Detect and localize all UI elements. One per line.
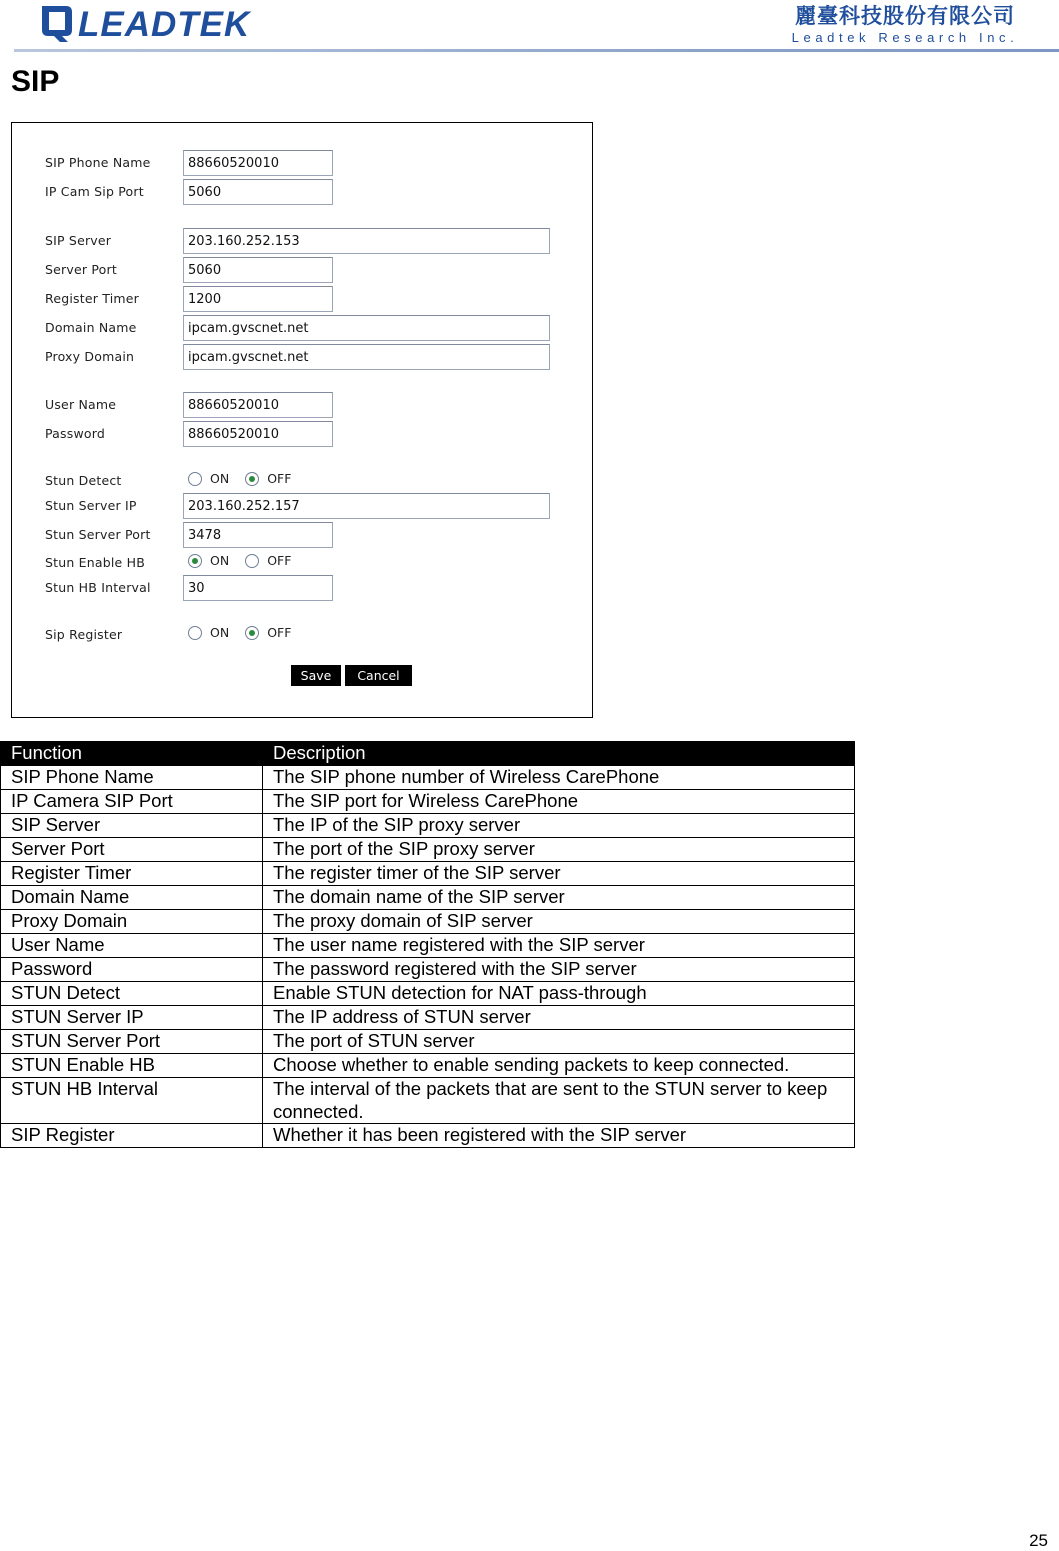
function-cell: STUN Server Port xyxy=(1,1030,263,1054)
ip-cam-sip-port-row xyxy=(12,179,592,205)
register-timer-input[interactable] xyxy=(183,286,333,312)
table-row xyxy=(1,910,855,934)
description-cell: The interval of the packets that are sent to the STUN server to keep connected. xyxy=(263,1078,855,1124)
server-port-label: Server Port xyxy=(45,262,117,277)
description-cell: The register timer of the SIP server xyxy=(263,862,855,886)
sip-phone-name-input[interactable] xyxy=(183,150,333,176)
register-timer-row xyxy=(12,286,592,312)
user-name-input[interactable] xyxy=(183,392,333,418)
table-row xyxy=(1,886,855,910)
table-row xyxy=(1,982,855,1006)
stun-enable-hb-on-label: ON xyxy=(210,553,230,568)
stun-enable-hb-off-label: OFF xyxy=(267,553,292,568)
password-input[interactable] xyxy=(183,421,333,447)
stun-detect-row xyxy=(12,468,592,494)
description-cell: The SIP port for Wireless CarePhone xyxy=(263,790,855,814)
function-cell: Server Port xyxy=(1,838,263,862)
function-cell: Register Timer xyxy=(1,862,263,886)
server-port-row xyxy=(12,257,592,283)
page-header xyxy=(0,0,1059,56)
function-cell: Proxy Domain xyxy=(1,910,263,934)
description-cell: The user name registered with the SIP server xyxy=(263,934,855,958)
function-cell: STUN Detect xyxy=(1,982,263,1006)
table-row xyxy=(1,934,855,958)
save-button[interactable]: Save xyxy=(291,665,341,686)
stun-hb-interval-row xyxy=(12,575,592,601)
function-description-table xyxy=(0,741,855,1148)
table-row xyxy=(1,1124,855,1148)
header-divider xyxy=(14,49,1059,52)
stun-server-port-label: Stun Server Port xyxy=(45,527,151,542)
sip-settings-form xyxy=(11,122,593,718)
function-cell: SIP Register xyxy=(1,1124,263,1148)
domain-name-row xyxy=(12,315,592,341)
password-row xyxy=(12,421,592,447)
table-header-row xyxy=(1,742,855,766)
page-title: SIP xyxy=(11,65,60,98)
stun-enable-hb-radio-group xyxy=(188,553,307,568)
ip-cam-sip-port-label: IP Cam Sip Port xyxy=(45,184,144,199)
description-cell: Enable STUN detection for NAT pass-through xyxy=(263,982,855,1006)
stun-server-ip-row xyxy=(12,493,592,519)
function-column-header: Function xyxy=(1,742,263,766)
proxy-domain-input[interactable] xyxy=(183,344,550,370)
function-cell: SIP Phone Name xyxy=(1,766,263,790)
sip-server-row xyxy=(12,228,592,254)
stun-server-port-input[interactable] xyxy=(183,522,333,548)
stun-detect-off-radio[interactable] xyxy=(245,472,259,486)
stun-server-ip-label: Stun Server IP xyxy=(45,498,137,513)
description-cell: Choose whether to enable sending packets to keep connected. xyxy=(263,1054,855,1078)
leadtek-logo xyxy=(38,0,273,44)
proxy-domain-label: Proxy Domain xyxy=(45,349,135,364)
table-row xyxy=(1,1030,855,1054)
function-cell: SIP Server xyxy=(1,814,263,838)
stun-enable-hb-row xyxy=(12,550,592,576)
table-row xyxy=(1,790,855,814)
stun-detect-on-radio[interactable] xyxy=(188,472,202,486)
description-cell: The password registered with the SIP server xyxy=(263,958,855,982)
function-cell: Domain Name xyxy=(1,886,263,910)
function-cell: STUN Server IP xyxy=(1,1006,263,1030)
sip-register-radio-group xyxy=(188,625,307,640)
table-row xyxy=(1,958,855,982)
sip-server-input[interactable] xyxy=(183,228,550,254)
description-cell: The proxy domain of SIP server xyxy=(263,910,855,934)
description-cell: The domain name of the SIP server xyxy=(263,886,855,910)
company-name-chinese: 麗臺科技股份有限公司 xyxy=(795,4,1015,28)
description-cell: The port of STUN server xyxy=(263,1030,855,1054)
sip-register-on-label: ON xyxy=(210,625,230,640)
sip-register-row xyxy=(12,622,592,648)
sip-register-on-radio[interactable] xyxy=(188,626,202,640)
table-row xyxy=(1,1054,855,1078)
table-row xyxy=(1,1006,855,1030)
sip-phone-name-label: SIP Phone Name xyxy=(45,155,151,170)
table-row xyxy=(1,814,855,838)
function-cell: Password xyxy=(1,958,263,982)
sip-register-label: Sip Register xyxy=(45,627,123,642)
stun-enable-hb-label: Stun Enable HB xyxy=(45,555,145,570)
svg-text:LEADTEK: LEADTEK xyxy=(78,5,251,44)
description-cell: The port of the SIP proxy server xyxy=(263,838,855,862)
domain-name-label: Domain Name xyxy=(45,320,137,335)
stun-detect-off-label: OFF xyxy=(267,471,292,486)
user-name-row xyxy=(12,392,592,418)
stun-server-ip-input[interactable] xyxy=(183,493,550,519)
leadtek-logo-icon xyxy=(38,0,273,44)
stun-detect-label: Stun Detect xyxy=(45,473,122,488)
register-timer-label: Register Timer xyxy=(45,291,139,306)
sip-register-off-radio[interactable] xyxy=(245,626,259,640)
proxy-domain-row xyxy=(12,344,592,370)
user-name-label: User Name xyxy=(45,397,117,412)
stun-detect-radio-group xyxy=(188,471,307,486)
page-number: 25 xyxy=(1029,1531,1048,1550)
description-cell: The IP address of STUN server xyxy=(263,1006,855,1030)
description-cell: Whether it has been registered with the SIP server xyxy=(263,1124,855,1148)
stun-server-port-row xyxy=(12,522,592,548)
function-cell: User Name xyxy=(1,934,263,958)
cancel-button[interactable]: Cancel xyxy=(345,665,412,686)
description-column-header: Description xyxy=(263,742,855,766)
server-port-input[interactable] xyxy=(183,257,333,283)
stun-enable-hb-off-radio[interactable] xyxy=(245,554,259,568)
description-cell: The SIP phone number of Wireless CarePhone xyxy=(263,766,855,790)
domain-name-input[interactable] xyxy=(183,315,550,341)
table-row xyxy=(1,838,855,862)
stun-hb-interval-label: Stun HB Interval xyxy=(45,580,151,595)
description-cell: The IP of the SIP proxy server xyxy=(263,814,855,838)
table-row xyxy=(1,1078,855,1124)
table-row xyxy=(1,862,855,886)
table-row xyxy=(1,766,855,790)
stun-detect-on-label: ON xyxy=(210,471,230,486)
stun-enable-hb-on-radio[interactable] xyxy=(188,554,202,568)
ip-cam-sip-port-input[interactable] xyxy=(183,179,333,205)
sip-register-off-label: OFF xyxy=(267,625,292,640)
function-cell: IP Camera SIP Port xyxy=(1,790,263,814)
function-cell: STUN HB Interval xyxy=(1,1078,263,1124)
sip-server-label: SIP Server xyxy=(45,233,112,248)
function-cell: STUN Enable HB xyxy=(1,1054,263,1078)
stun-hb-interval-input[interactable] xyxy=(183,575,333,601)
company-name-english: Leadtek Research Inc. xyxy=(791,30,1019,45)
sip-phone-name-row xyxy=(12,150,592,176)
password-label: Password xyxy=(45,426,105,441)
